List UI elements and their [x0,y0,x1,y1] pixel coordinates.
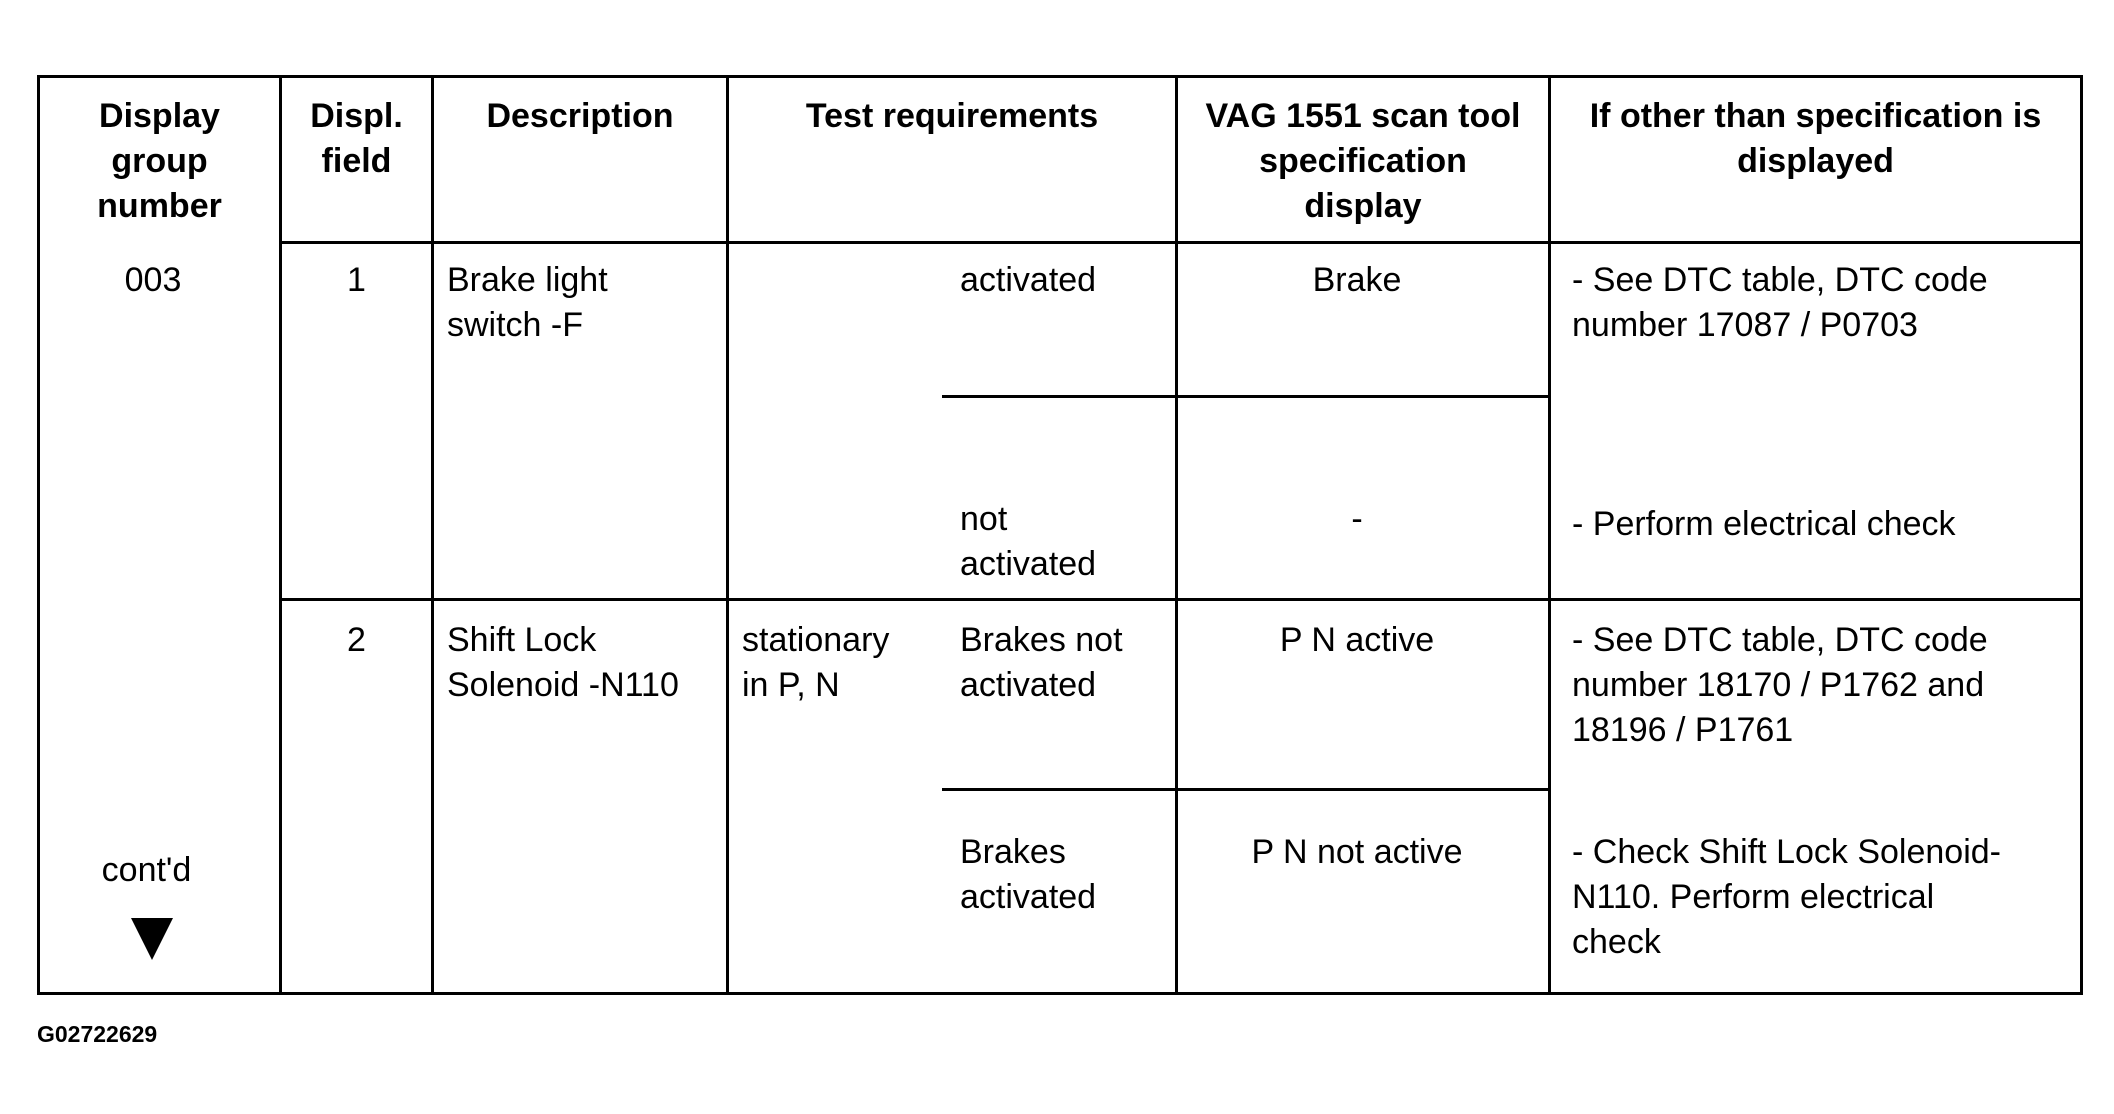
header-bottom-rule [279,241,2083,244]
row-1-sub-1-spec: Brake [1312,261,1402,299]
display-group-number: 003 [124,261,182,299]
header-if-other: If other than specification is displayed [1589,97,2042,180]
row-2-description: Shift Lock Solenoid -N110 [447,621,679,704]
row-divider [279,598,2083,601]
contd-label: cont'd [101,851,192,889]
row-1-sub-2-test: not activated [960,500,1097,583]
row-1-sub-2-action: - Perform electrical check [1572,505,1956,543]
row-1-sub-1-test: activated [960,261,1097,299]
row-2-sub-2-test: Brakes activated [960,833,1097,916]
column-divider [279,75,282,995]
down-triangle-icon [131,918,173,960]
row-2-sub-2-spec: P N not active [1251,833,1463,871]
column-divider [1548,75,1551,995]
row-2-condition: stationary in P, N [742,621,890,704]
subrow-divider [942,788,1548,791]
header-test-requirements: Test requirements [805,97,1099,135]
row-2-sub-1-action: - See DTC table, DTC code number 18170 / P1762 and 18196 / P1761 [1572,621,1988,749]
figure-code: G02722629 [37,1021,158,1047]
row-2-sub-1-spec: P N active [1279,621,1435,659]
column-divider [431,75,434,995]
header-scan-tool-spec: VAG 1551 scan tool specification display [1205,97,1521,225]
header-displ-field: Displ. field [310,97,403,180]
header-display-group-number: Display group number [97,97,222,225]
row-1-description: Brake light switch -F [447,261,608,344]
column-divider [726,75,729,995]
row-1-sub-1-action: - See DTC table, DTC code number 17087 / P0703 [1572,261,1988,344]
row-1-field: 1 [347,261,366,299]
subrow-divider [942,395,1548,398]
row-2-field: 2 [347,621,366,659]
header-description: Description [486,97,674,135]
row-1-sub-2-spec: - [1351,500,1363,538]
row-2-sub-1-test: Brakes not activated [960,621,1123,704]
row-2-sub-2-action: - Check Shift Lock Solenoid- N110. Perform electrical check [1572,833,2001,961]
